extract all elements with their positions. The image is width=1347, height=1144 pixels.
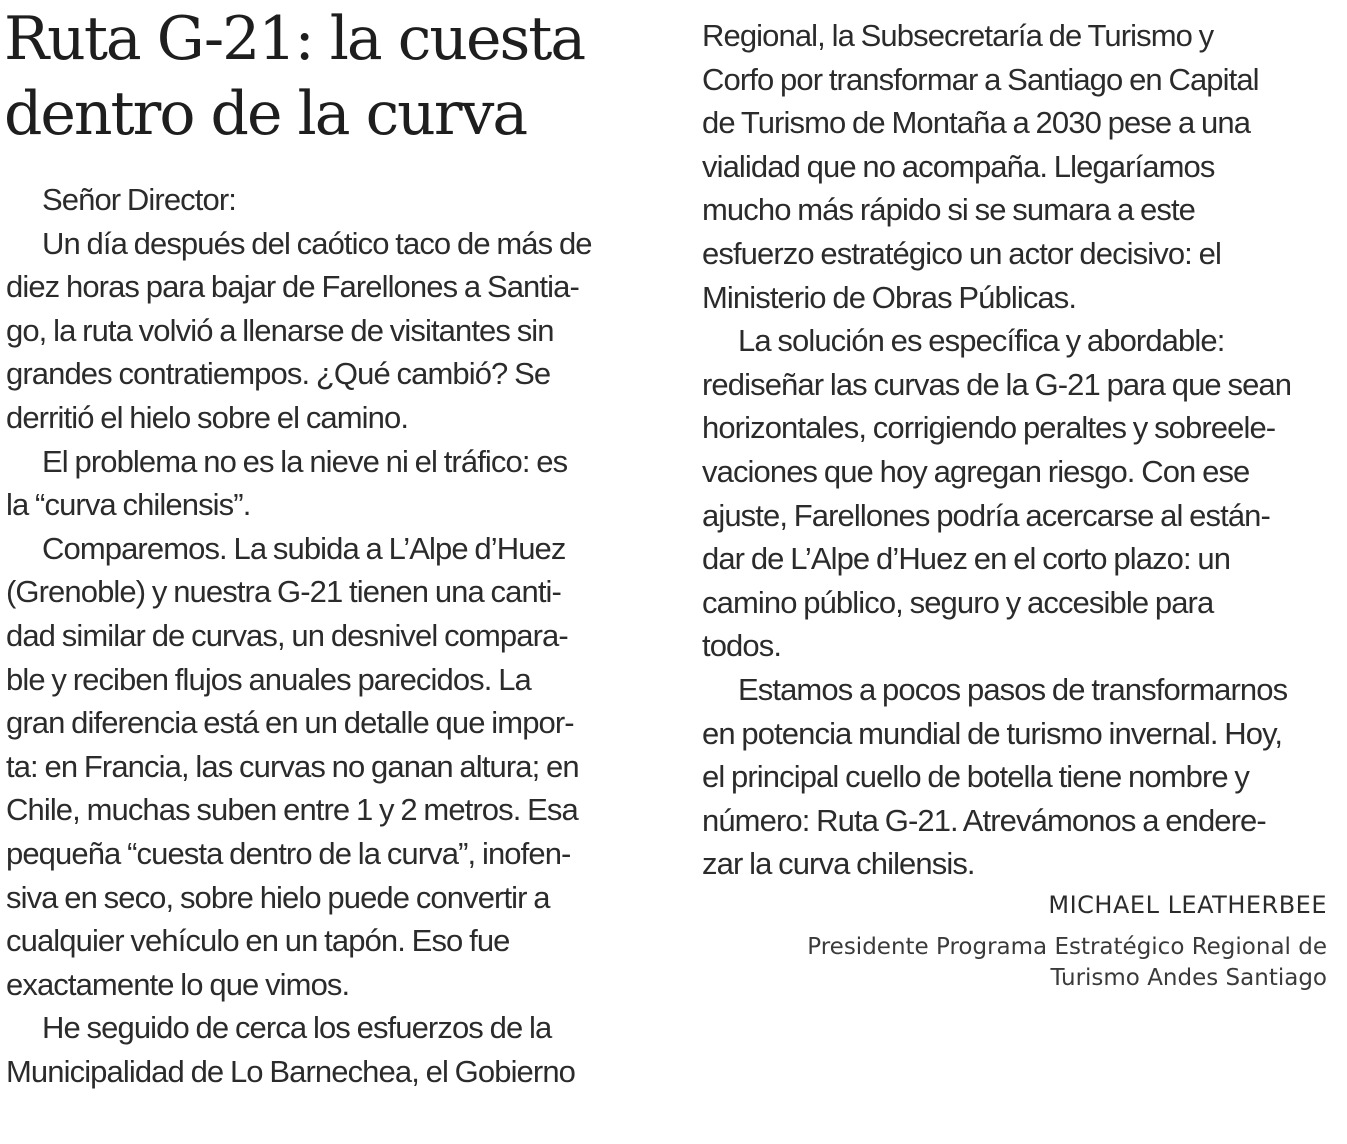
article-text-line: ble y reciben flujos anuales parecidos. La [6,661,531,697]
title-line: Ruta G-21: la cuesta [4,4,585,74]
article-text-line: Ministerio de Obras Públicas. [702,279,1077,315]
article-text-line: todos. [702,628,782,664]
article-text-line: vialidad que no acompaña. Llegaríamos [702,148,1215,184]
article-text-line: ta: en Francia, las curvas no ganan altura; en [6,748,579,784]
article-text-line: el principal cuello de botella tiene nombre y [702,759,1250,795]
article-text-line: exactamente lo que vimos. [6,966,350,1002]
article-text-line: Un día después del caótico taco de más de [42,225,592,261]
article-text-line: (Grenoble) y nuestra G-21 tienen una canti- [6,574,561,610]
left-column [6,178,646,1093]
article-text-line: zar la curva chilensis. [702,846,975,882]
article-text-line: horizontales, corrigiendo peraltes y sobreele- [702,410,1276,446]
article-text-line: en potencia mundial de turismo invernal. Hoy, [702,715,1283,751]
article-text-line: siva en seco, sobre hielo puede convertir a [6,879,550,915]
article-text-line: la “curva chilensis”. [6,487,251,523]
article-text-line: de Turismo de Montaña a 2030 pese a una [702,105,1251,141]
article-text-line: go, la ruta volvió a llenarse de visitantes sin [6,312,554,348]
article-text-line: Regional, la Subsecretaría de Turismo y [702,18,1214,53]
article-text-line: dad similar de curvas, un desnivel compara- [6,617,568,653]
article-text-line: grandes contratiempos. ¿Qué cambió? Se [6,356,551,392]
article-text-line: Señor Director: [42,182,236,217]
article-text-line: Estamos a pocos pasos de transformarnos [738,671,1288,707]
article-text-line: gran diferencia está en un detalle que impor- [6,705,574,741]
article-text-line: Corfo por transformar a Santiago en Capital [702,61,1259,97]
author-name: MICHAEL LEATHERBEE [1048,891,1327,919]
author-role-line: Turismo Andes Santiago [1050,965,1327,991]
right-column [702,14,1342,886]
article-text-line: Municipalidad de Lo Barnechea, el Gobierno [6,1053,575,1089]
article-text-line: esfuerzo estratégico un actor decisivo: el [702,235,1221,271]
article-text-line: Chile, muchas suben entre 1 y 2 metros. Esa [6,792,578,828]
article-text-line: pequeña “cuesta dentro de la curva”, inofen- [6,835,571,871]
article-text-line: cualquier vehículo en un tapón. Eso fue [6,923,510,959]
author-role [807,932,1327,994]
article-text-line: El problema no es la nieve ni el tráfico: es [42,443,568,479]
article-text-line: mucho más rápido si se sumara a este [702,192,1196,228]
article-text-line: número: Ruta G-21. Atrevámonos a endere- [702,802,1266,838]
article-text-line: diez horas para bajar de Farellones a Santia- [6,269,579,305]
article-text-line: Comparemos. La subida a L’Alpe d’Huez [42,530,566,566]
article-text-line: rediseñar las curvas de la G-21 para que sean [702,366,1292,402]
article-text-line: La solución es específica y abordable: [738,323,1225,359]
article-title [4,2,664,152]
title-line: dentro de la curva [4,79,527,149]
author-role-line: Presidente Programa Estratégico Regional de [807,934,1327,960]
article-text-line: He seguido de cerca los esfuerzos de la [42,1010,552,1046]
article-text-line: dar de L’Alpe d’Huez en el corto plazo: un [702,541,1231,577]
article-text-line: derritió el hielo sobre el camino. [6,399,409,435]
signature-block [807,890,1327,994]
article-text-line: camino público, seguro y accesible para [702,584,1214,620]
article-text-line: vaciones que hoy agregan riesgo. Con ese [702,453,1250,489]
article-text-line: ajuste, Farellones podría acercarse al están- [702,497,1270,533]
